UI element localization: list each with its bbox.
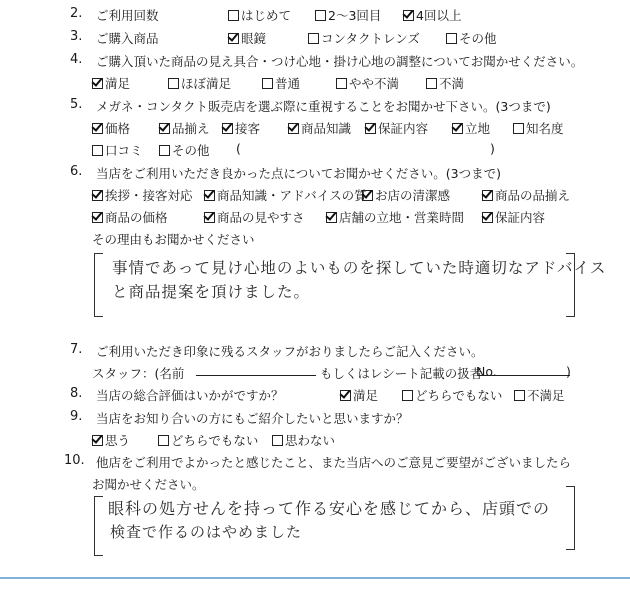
q4-option[interactable]: 普通: [262, 74, 300, 92]
checkbox-checked[interactable]: [92, 190, 103, 201]
q5-option[interactable]: その他: [159, 141, 210, 159]
q5-option[interactable]: 接客: [222, 119, 260, 137]
q6-option[interactable]: お店の清潔感: [362, 186, 450, 204]
q2-option[interactable]: 2～3回目: [315, 6, 381, 24]
checkbox-checked[interactable]: [326, 212, 337, 223]
checkbox[interactable]: [168, 78, 179, 89]
q4-option[interactable]: 満足: [92, 74, 130, 92]
checkbox[interactable]: [158, 435, 169, 446]
q2-number: 2.: [70, 6, 83, 21]
checkbox-checked[interactable]: [288, 123, 299, 134]
checkbox-checked[interactable]: [92, 435, 103, 446]
q6-option[interactable]: 商品の見やすさ: [204, 208, 305, 226]
checkbox[interactable]: [426, 78, 437, 89]
q6-question: 当店をご利用いただき良かった点についてお聞かせください。(3つまで): [96, 166, 501, 181]
checkbox[interactable]: [446, 33, 457, 44]
q8-option[interactable]: 不満足: [514, 386, 565, 404]
checkbox[interactable]: [308, 33, 319, 44]
checkbox-checked[interactable]: [362, 190, 373, 201]
q9-option[interactable]: 思う: [92, 431, 130, 449]
checkbox-checked[interactable]: [365, 123, 376, 134]
q2-question: ご利用回数: [96, 8, 159, 23]
q4-option[interactable]: やや不満: [336, 74, 399, 92]
q5-option[interactable]: 商品知識: [288, 119, 351, 137]
footer-divider: [0, 577, 630, 579]
q5-option[interactable]: 知名度: [513, 119, 564, 137]
checkbox-checked[interactable]: [92, 212, 103, 223]
q6-option[interactable]: 商品の価格: [92, 208, 168, 226]
q6-option[interactable]: 店舗の立地・営業時間: [326, 208, 464, 226]
checkbox[interactable]: [514, 390, 525, 401]
q4-number: 4.: [70, 52, 83, 67]
q9-option[interactable]: どちらでもない: [158, 431, 258, 449]
q4-question: ご購入頂いた商品の見え具合・つけ心地・掛け心地の調整についてお聞かせください。: [96, 54, 584, 69]
q9-question: 当店をお知り合いの方にもご紹介したいと思いますか？: [96, 411, 409, 426]
q6-reason-label: その理由もお聞かせください: [92, 232, 255, 247]
q5-option[interactable]: 品揃え: [159, 119, 210, 137]
checkbox-checked[interactable]: [92, 123, 103, 134]
answer-bracket-left: [94, 496, 103, 556]
answer-bracket-right: [566, 486, 575, 550]
answer-handwriting-line1: 眼科の処方せんを持って作る安心を感じてから、店頭での: [108, 499, 551, 518]
reason-handwriting-line2: と商品提案を頂けました。: [112, 283, 311, 301]
checkbox-checked[interactable]: [340, 390, 351, 401]
checkbox-checked[interactable]: [204, 212, 215, 223]
reason-handwriting-line1: 事情であって見け心地のよいものを探していた時適切なアドバイス: [112, 259, 607, 277]
q7-close: ): [566, 364, 571, 379]
checkbox-checked[interactable]: [403, 10, 414, 21]
checkbox-checked[interactable]: [452, 123, 463, 134]
checkbox[interactable]: [336, 78, 347, 89]
checkbox-checked[interactable]: [204, 190, 215, 201]
q10-number: 10.: [64, 453, 85, 468]
q3-number: 3.: [70, 29, 83, 44]
checkbox[interactable]: [513, 123, 524, 134]
q7-number: 7.: [70, 342, 83, 357]
q8-question: 当店の総合評価はいかがですか？: [96, 388, 284, 403]
checkbox-checked[interactable]: [482, 212, 493, 223]
checkbox-checked[interactable]: [228, 33, 239, 44]
answer-handwriting-line2: 検査で作るのはやめました: [110, 523, 303, 541]
checkbox[interactable]: [315, 10, 326, 21]
q10-question-cont: お聞かせください。: [92, 477, 205, 492]
q3-option[interactable]: 眼鏡: [228, 29, 266, 47]
checkbox[interactable]: [159, 145, 170, 156]
q5-option[interactable]: 口コミ: [92, 141, 143, 159]
q2-option[interactable]: 4回以上: [403, 6, 461, 24]
q8-option[interactable]: 満足: [340, 386, 378, 404]
q3-question: ご購入商品: [96, 31, 159, 46]
checkbox[interactable]: [272, 435, 283, 446]
checkbox[interactable]: [262, 78, 273, 89]
q7-receipt-label: もしくはレシート記載の扱者: [320, 366, 483, 381]
q9-number: 9.: [70, 409, 83, 424]
q4-option[interactable]: ほぼ満足: [168, 74, 231, 92]
reason-bracket-left: [94, 253, 103, 317]
q3-option[interactable]: その他: [446, 29, 497, 47]
q7-no-label: No.: [476, 364, 497, 379]
q5-question: メガネ・コンタクト販売店を選ぶ際に重視することをお聞かせ下さい。(3つまで): [96, 99, 551, 114]
q7-staff-label: スタッフ：(名前: [92, 366, 185, 381]
checkbox-checked[interactable]: [159, 123, 170, 134]
q6-option[interactable]: 商品の品揃え: [482, 186, 570, 204]
q7-question: ご利用いただき印象に残るスタッフがおりましたらご記入ください。: [96, 344, 484, 359]
q5-option[interactable]: 保証内容: [365, 119, 428, 137]
receipt-number-underline[interactable]: [478, 375, 570, 376]
q3-option[interactable]: コンタクトレンズ: [308, 29, 420, 47]
q5-other-open: (: [236, 141, 241, 156]
q5-number: 5.: [70, 97, 83, 112]
q6-option[interactable]: 保証内容: [482, 208, 545, 226]
checkbox-checked[interactable]: [222, 123, 233, 134]
checkbox[interactable]: [92, 145, 103, 156]
checkbox-checked[interactable]: [482, 190, 493, 201]
checkbox[interactable]: [228, 10, 239, 21]
q6-option[interactable]: 挨拶・接客対応: [92, 186, 193, 204]
q8-option[interactable]: どちらでもない: [402, 386, 502, 404]
q8-number: 8.: [70, 386, 83, 401]
q4-option[interactable]: 不満: [426, 74, 464, 92]
q5-option[interactable]: 立地: [452, 119, 490, 137]
q9-option[interactable]: 思わない: [272, 431, 335, 449]
q10-question: 他店をご利用でよかったと感じたこと、また当店へのご意見ご要望がございましたら: [96, 455, 572, 470]
q2-option[interactable]: はじめて: [228, 6, 291, 24]
q6-number: 6.: [70, 164, 83, 179]
q5-other-close: ): [490, 141, 495, 156]
checkbox[interactable]: [402, 390, 413, 401]
q5-option[interactable]: 価格: [92, 119, 130, 137]
staff-name-underline[interactable]: [196, 375, 316, 376]
q6-option[interactable]: 商品知識・アドバイスの質: [204, 186, 367, 204]
checkbox-checked[interactable]: [92, 78, 103, 89]
